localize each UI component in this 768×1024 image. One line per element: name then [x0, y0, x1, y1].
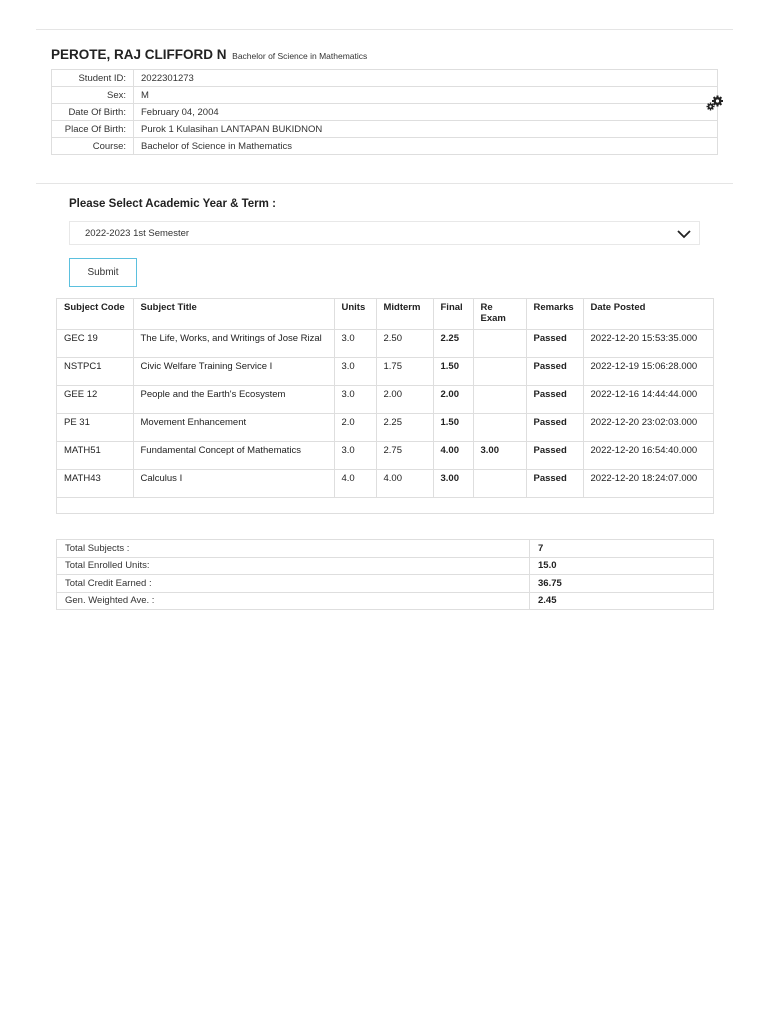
info-row-date-of-birth	[52, 104, 718, 121]
gears-icon[interactable]	[706, 95, 724, 111]
term-select-label: Please Select Academic Year & Term :	[69, 198, 276, 210]
student-info-table	[51, 69, 718, 155]
info-row-sex	[52, 87, 718, 104]
final-grade: 4.00	[433, 441, 473, 469]
student-header	[51, 47, 367, 62]
units: 3.0	[334, 329, 376, 357]
section-divider	[36, 183, 733, 184]
subject-title: Fundamental Concept of Mathematics	[133, 441, 334, 469]
date-posted: 2022-12-19 15:06:28.000	[583, 357, 714, 385]
summary-row-total-credit-earned	[57, 575, 714, 593]
summary-value: 36.75	[530, 575, 714, 593]
info-value: M	[134, 87, 718, 104]
summary-value: 2.45	[530, 592, 714, 610]
summary-label: Total Enrolled Units:	[57, 557, 530, 575]
info-value: Purok 1 Kulasihan LANTAPAN BUKIDNON	[134, 121, 718, 138]
grades-header-row	[57, 299, 714, 329]
remarks: Passed	[526, 469, 583, 497]
final-grade: 3.00	[433, 469, 473, 497]
info-row-course	[52, 138, 718, 155]
col-header-units: Units	[334, 299, 376, 329]
table-row	[57, 469, 714, 497]
subject-code: PE 31	[57, 413, 133, 441]
subject-title: The Life, Works, and Writings of Jose Rizal	[133, 329, 334, 357]
units: 4.0	[334, 469, 376, 497]
summary-row-gen-weighted-ave	[57, 592, 714, 610]
col-header-subject-code: Subject Code	[57, 299, 133, 329]
subject-code: MATH43	[57, 469, 133, 497]
chevron-down-icon	[676, 228, 692, 240]
midterm-grade: 2.00	[376, 385, 433, 413]
info-row-student-id	[52, 70, 718, 87]
info-value: 2022301273	[134, 70, 718, 87]
date-posted: 2022-12-20 18:24:07.000	[583, 469, 714, 497]
info-value: February 04, 2004	[134, 104, 718, 121]
student-name: PEROTE, RAJ CLIFFORD N	[51, 47, 227, 62]
re-exam-grade: 3.00	[473, 441, 526, 469]
midterm-grade: 2.75	[376, 441, 433, 469]
re-exam-grade	[473, 357, 526, 385]
units: 3.0	[334, 441, 376, 469]
table-row	[57, 329, 714, 357]
col-header-remarks: Remarks	[526, 299, 583, 329]
midterm-grade: 4.00	[376, 469, 433, 497]
final-grade: 2.25	[433, 329, 473, 357]
info-value: Bachelor of Science in Mathematics	[134, 138, 718, 155]
subject-title: Movement Enhancement	[133, 413, 334, 441]
academic-term-select[interactable]	[69, 221, 700, 245]
summary-label: Total Subjects :	[57, 540, 530, 558]
table-row	[57, 385, 714, 413]
submit-button[interactable]: Submit	[69, 258, 137, 287]
grades-summary-table	[56, 539, 714, 610]
col-header-final: Final	[433, 299, 473, 329]
date-posted: 2022-12-20 23:02:03.000	[583, 413, 714, 441]
subject-title: People and the Earth's Ecosystem	[133, 385, 334, 413]
col-header-date-posted: Date Posted	[583, 299, 714, 329]
final-grade: 2.00	[433, 385, 473, 413]
info-label: Course:	[52, 138, 134, 155]
table-row	[57, 357, 714, 385]
info-label: Date Of Birth:	[52, 104, 134, 121]
subject-code: GEE 12	[57, 385, 133, 413]
grades-table-container	[56, 298, 714, 514]
summary-label: Total Credit Earned :	[57, 575, 530, 593]
grades-table	[57, 299, 714, 498]
top-divider	[36, 29, 733, 30]
final-grade: 1.50	[433, 413, 473, 441]
table-row	[57, 441, 714, 469]
re-exam-grade	[473, 469, 526, 497]
info-label: Place Of Birth:	[52, 121, 134, 138]
subject-title: Civic Welfare Training Service I	[133, 357, 334, 385]
date-posted: 2022-12-20 15:53:35.000	[583, 329, 714, 357]
term-select-value: 2022-2023 1st Semester	[85, 228, 190, 239]
subject-code: NSTPC1	[57, 357, 133, 385]
units: 2.0	[334, 413, 376, 441]
remarks: Passed	[526, 329, 583, 357]
summary-value: 7	[530, 540, 714, 558]
summary-row-total-subjects	[57, 540, 714, 558]
student-program: Bachelor of Science in Mathematics	[232, 51, 368, 61]
units: 3.0	[334, 385, 376, 413]
subject-title: Calculus I	[133, 469, 334, 497]
re-exam-grade	[473, 385, 526, 413]
subject-code: MATH51	[57, 441, 133, 469]
remarks: Passed	[526, 441, 583, 469]
summary-value: 15.0	[530, 557, 714, 575]
info-label: Student ID:	[52, 70, 134, 87]
remarks: Passed	[526, 357, 583, 385]
date-posted: 2022-12-20 16:54:40.000	[583, 441, 714, 469]
midterm-grade: 2.25	[376, 413, 433, 441]
re-exam-grade	[473, 413, 526, 441]
remarks: Passed	[526, 385, 583, 413]
date-posted: 2022-12-16 14:44:44.000	[583, 385, 714, 413]
midterm-grade: 2.50	[376, 329, 433, 357]
table-row	[57, 413, 714, 441]
summary-label: Gen. Weighted Ave. :	[57, 592, 530, 610]
info-label: Sex:	[52, 87, 134, 104]
info-row-place-of-birth	[52, 121, 718, 138]
summary-row-total-enrolled-units	[57, 557, 714, 575]
re-exam-grade	[473, 329, 526, 357]
remarks: Passed	[526, 413, 583, 441]
units: 3.0	[334, 357, 376, 385]
col-header-midterm: Midterm	[376, 299, 433, 329]
midterm-grade: 1.75	[376, 357, 433, 385]
col-header-re-exam: Re Exam	[473, 299, 526, 329]
final-grade: 1.50	[433, 357, 473, 385]
col-header-subject-title: Subject Title	[133, 299, 334, 329]
subject-code: GEC 19	[57, 329, 133, 357]
